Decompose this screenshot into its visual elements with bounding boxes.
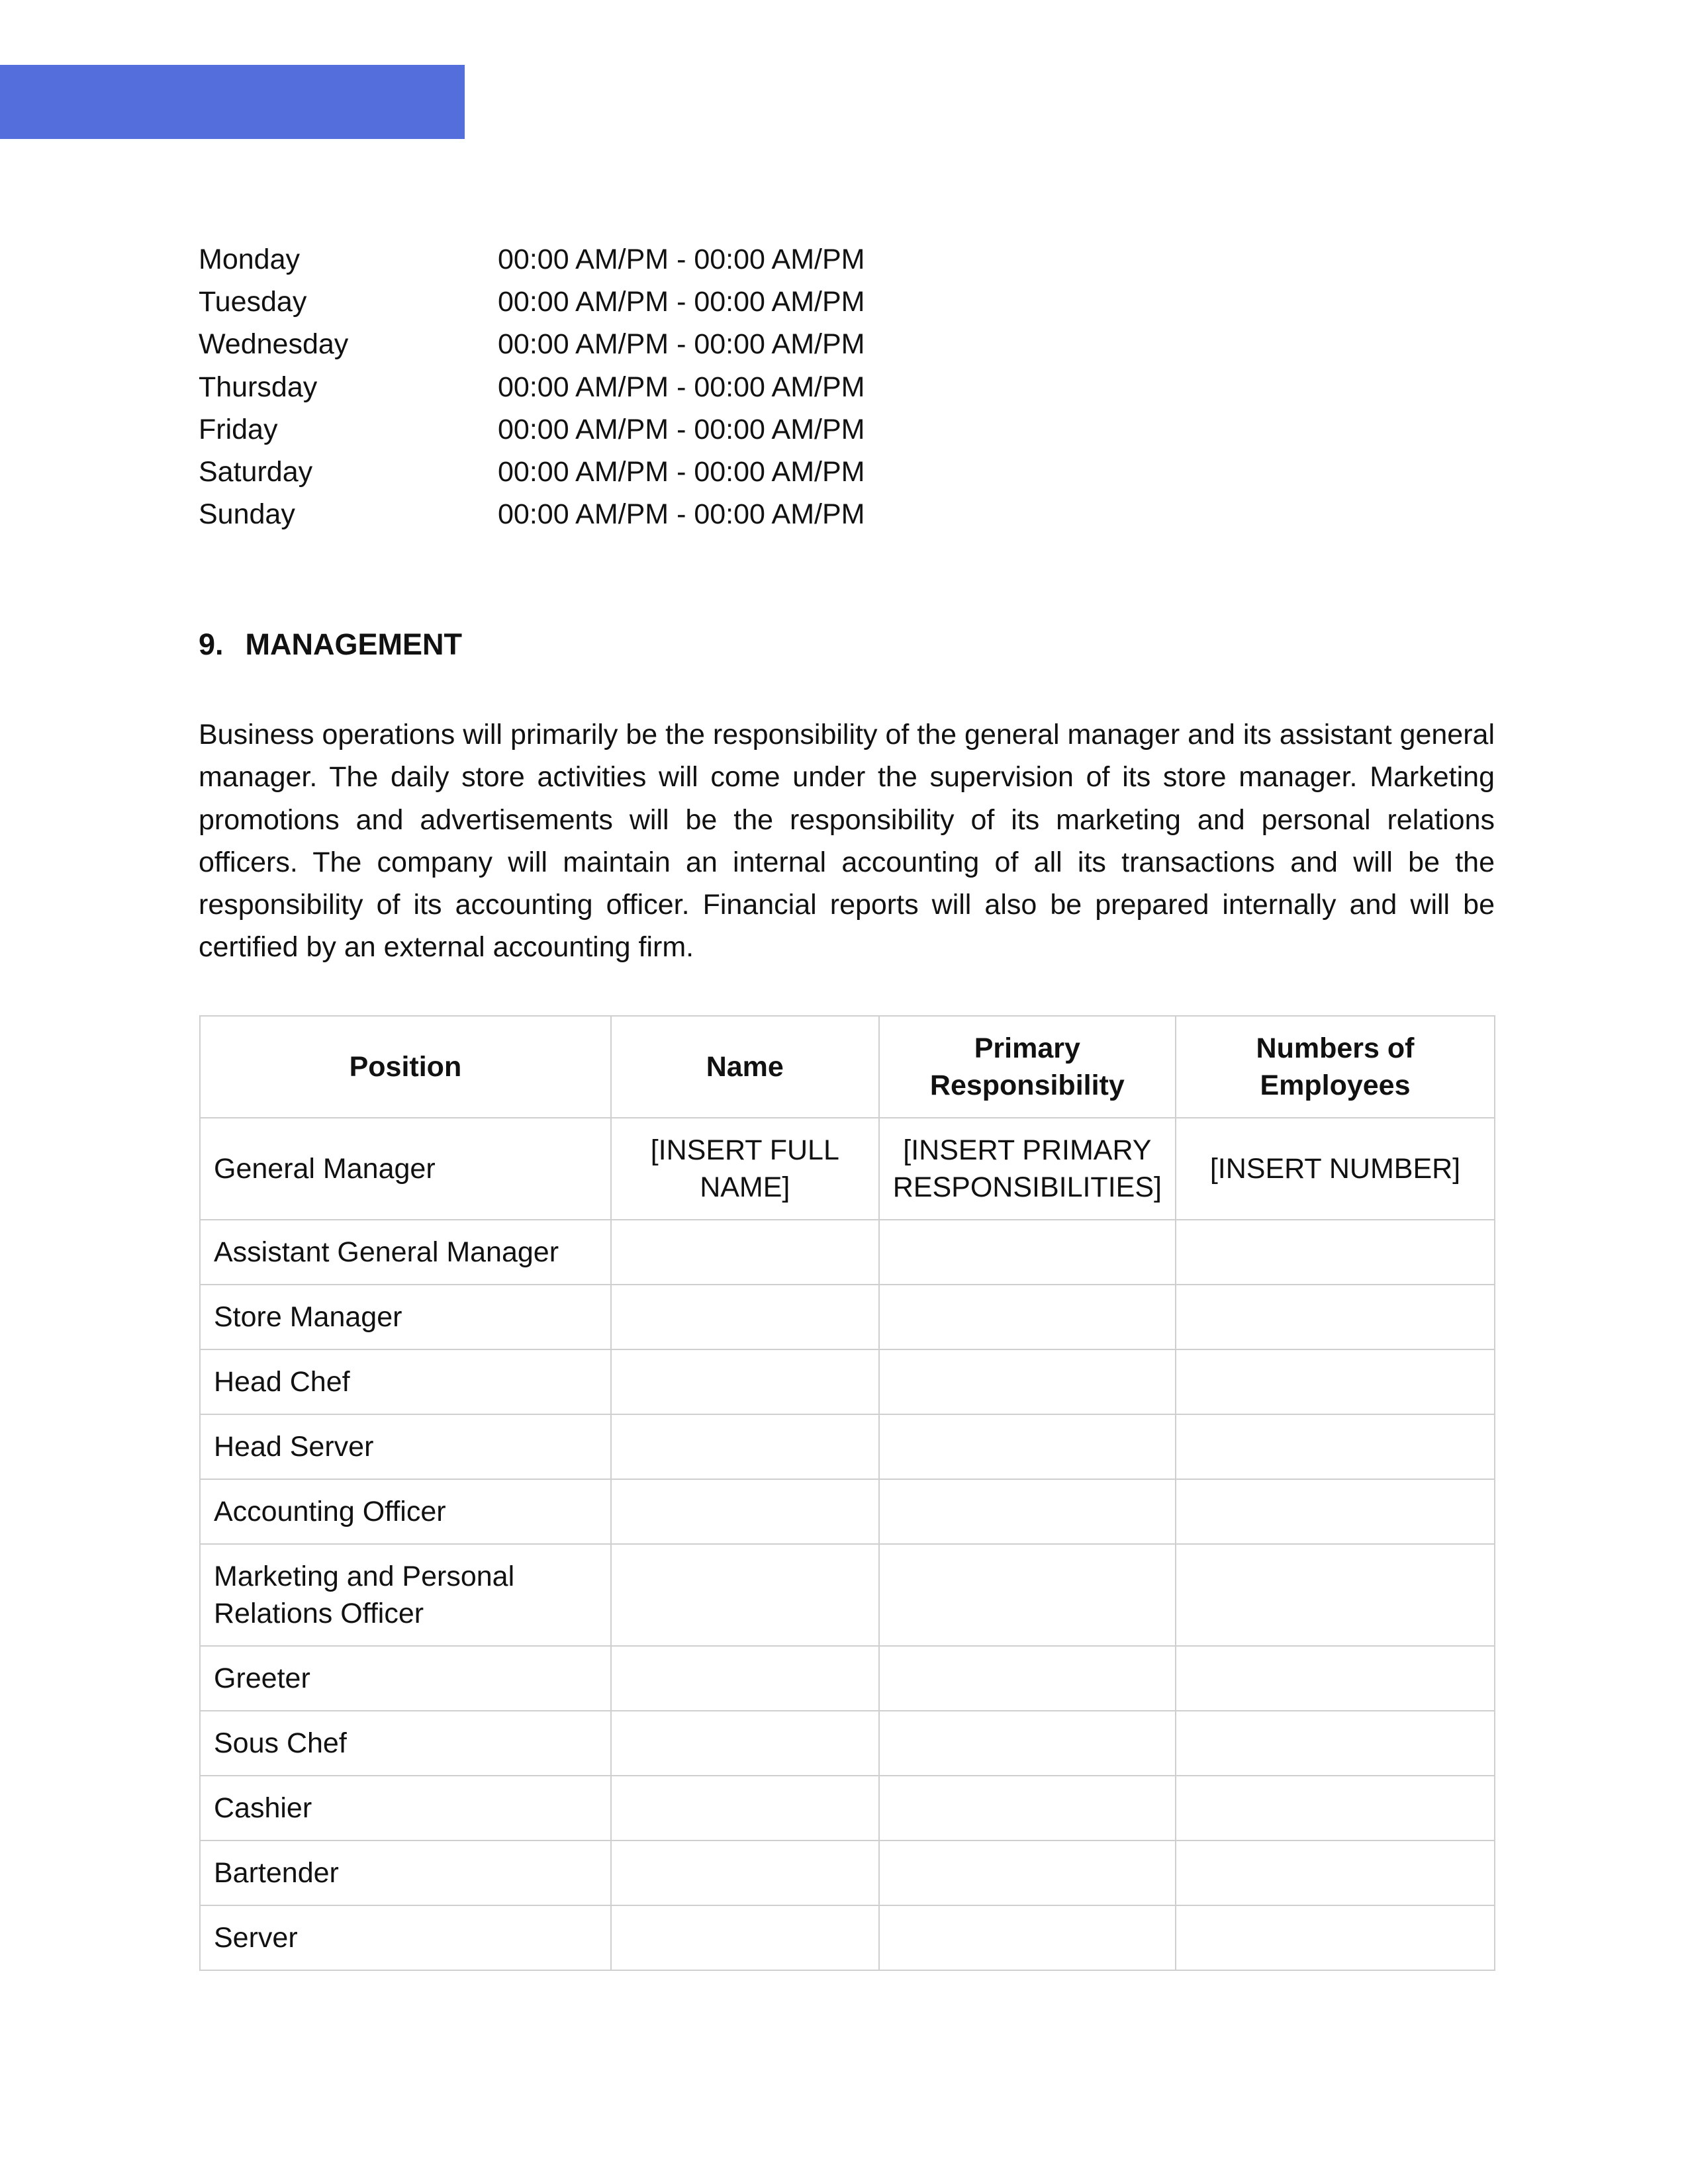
responsibility-cell <box>879 1646 1176 1711</box>
hours-time: 00:00 AM/PM - 00:00 AM/PM <box>498 413 865 445</box>
table-row <box>200 1479 1495 1544</box>
section-heading <box>199 627 462 662</box>
position-cell: Server <box>200 1905 611 1970</box>
management-paragraph: Business operations will primarily be the responsibility of the general manager and its assistant general manager. The daily store activities will come under the supervision of its store manager. Marketing promotions and advertisements will be the responsibility of its marketing and personal relations officers. The company will maintain an internal accounting of all its transactions and will be the responsibility of its accounting officer. Financial reports will also be prepared internally and will be certified by an external accounting firm. <box>199 719 1495 964</box>
position-cell: Accounting Officer <box>200 1479 611 1544</box>
table-row <box>200 1118 1495 1220</box>
responsibility-cell <box>879 1711 1176 1776</box>
hours-row-wednesday <box>199 324 993 366</box>
name-cell <box>611 1285 879 1349</box>
employees-cell <box>1176 1776 1495 1841</box>
position-cell: Assistant General Manager <box>200 1220 611 1285</box>
name-cell <box>611 1544 879 1646</box>
responsibility-cell <box>879 1285 1176 1349</box>
name-cell <box>611 1349 879 1414</box>
responsibility-cell <box>879 1841 1176 1905</box>
section-title: MANAGEMENT <box>245 627 463 661</box>
employees-cell <box>1176 1349 1495 1414</box>
column-header-responsibility: Primary Responsibility <box>879 1016 1176 1118</box>
name-cell <box>611 1841 879 1905</box>
responsibility-cell <box>879 1479 1176 1544</box>
hours-time: 00:00 AM/PM - 00:00 AM/PM <box>498 456 865 488</box>
hours-row-tuesday <box>199 281 993 323</box>
hours-day: Wednesday <box>199 328 349 361</box>
hours-day: Monday <box>199 243 300 275</box>
responsibility-cell <box>879 1414 1176 1479</box>
table-row <box>200 1285 1495 1349</box>
responsibility-cell <box>879 1905 1176 1970</box>
hours-row-saturday <box>199 451 993 493</box>
hours-row-monday <box>199 238 993 281</box>
business-hours-list <box>199 238 993 536</box>
employees-cell <box>1176 1220 1495 1285</box>
column-header-employees: Numbers of Employees <box>1176 1016 1495 1118</box>
responsibility-cell <box>879 1220 1176 1285</box>
hours-time: 00:00 AM/PM - 00:00 AM/PM <box>498 498 865 531</box>
section-number: 9. <box>199 627 224 661</box>
position-cell: Bartender <box>200 1841 611 1905</box>
position-cell: Marketing and Personal Relations Officer <box>200 1544 611 1646</box>
hours-time: 00:00 AM/PM - 00:00 AM/PM <box>498 371 865 403</box>
hours-day: Saturday <box>199 456 313 488</box>
hours-row-thursday <box>199 366 993 408</box>
responsibility-cell <box>879 1776 1176 1841</box>
hours-day: Tuesday <box>199 285 307 318</box>
responsibility-cell <box>879 1544 1176 1646</box>
employees-cell <box>1176 1285 1495 1349</box>
column-header-name: Name <box>611 1016 879 1118</box>
table-row <box>200 1414 1495 1479</box>
responsibility-cell: [INSERT PRIMARY RESPONSIBILITIES] <box>879 1118 1176 1220</box>
position-cell: General Manager <box>200 1118 611 1220</box>
hours-time: 00:00 AM/PM - 00:00 AM/PM <box>498 328 865 361</box>
table-header-row <box>200 1016 1495 1118</box>
table-row <box>200 1905 1495 1970</box>
employees-cell <box>1176 1544 1495 1646</box>
position-cell: Store Manager <box>200 1285 611 1349</box>
name-cell <box>611 1646 879 1711</box>
hours-row-friday <box>199 408 993 451</box>
employees-cell <box>1176 1841 1495 1905</box>
name-cell <box>611 1776 879 1841</box>
table-row <box>200 1776 1495 1841</box>
name-cell <box>611 1414 879 1479</box>
table-row <box>200 1646 1495 1711</box>
position-cell: Cashier <box>200 1776 611 1841</box>
responsibility-cell <box>879 1349 1176 1414</box>
column-header-position: Position <box>200 1016 611 1118</box>
header-color-band <box>0 65 465 139</box>
employees-cell <box>1176 1414 1495 1479</box>
name-cell <box>611 1479 879 1544</box>
table-row <box>200 1841 1495 1905</box>
name-cell <box>611 1905 879 1970</box>
management-table <box>199 1015 1495 1971</box>
hours-day: Friday <box>199 413 278 445</box>
table-row <box>200 1349 1495 1414</box>
position-cell: Head Chef <box>200 1349 611 1414</box>
hours-day: Thursday <box>199 371 318 403</box>
hours-time: 00:00 AM/PM - 00:00 AM/PM <box>498 285 865 318</box>
name-cell <box>611 1220 879 1285</box>
employees-cell <box>1176 1711 1495 1776</box>
position-cell: Head Server <box>200 1414 611 1479</box>
hours-row-sunday <box>199 494 993 536</box>
table-row <box>200 1711 1495 1776</box>
table-row <box>200 1544 1495 1646</box>
employees-cell: [INSERT NUMBER] <box>1176 1118 1495 1220</box>
position-cell: Greeter <box>200 1646 611 1711</box>
name-cell: [INSERT FULL NAME] <box>611 1118 879 1220</box>
hours-time: 00:00 AM/PM - 00:00 AM/PM <box>498 243 865 275</box>
hours-day: Sunday <box>199 498 295 531</box>
employees-cell <box>1176 1646 1495 1711</box>
name-cell <box>611 1711 879 1776</box>
employees-cell <box>1176 1479 1495 1544</box>
position-cell: Sous Chef <box>200 1711 611 1776</box>
employees-cell <box>1176 1905 1495 1970</box>
table-row <box>200 1220 1495 1285</box>
